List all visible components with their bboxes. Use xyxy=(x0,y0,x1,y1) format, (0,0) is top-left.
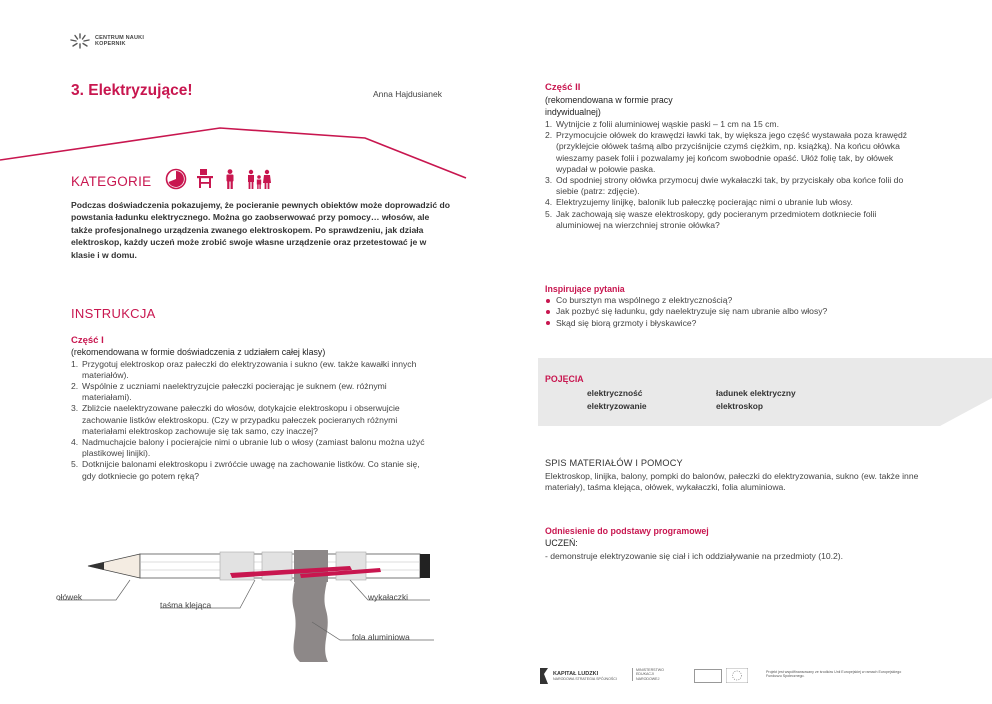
curriculum-label: UCZEŃ: xyxy=(545,538,578,548)
student-desk-icon xyxy=(197,169,213,194)
curriculum-text: - demonstruje elektryzowanie się ciał i ich oddziaływanie na przedmioty (10.2). xyxy=(545,551,844,561)
label-tape: taśma klejąca xyxy=(160,600,212,610)
eu-logo xyxy=(694,668,748,683)
author: Anna Hajdusianek xyxy=(373,89,442,99)
part-1-subtitle: (rekomendowana w formie doświadczenia z udziałem całej klasy) xyxy=(71,347,326,357)
pie-chart-icon xyxy=(165,168,187,195)
label-pencil: ołówek xyxy=(56,592,83,602)
footer-note: Projekt jest współfinansowany ze środków Unii Europejskiej w ramach Europejskiego Funduszu Społecznego. xyxy=(766,670,902,679)
curriculum-heading: Odniesienie do podstawy programowej xyxy=(545,526,709,536)
flag-icon xyxy=(694,669,722,683)
list-item: 1. Wytnijcie z folii aluminiowej wąskie paski – 1 cm na 15 cm. xyxy=(545,119,779,129)
footer xyxy=(538,664,958,690)
kapital-ludzki-sub: NARODOWA STRATEGIA SPÓJNOŚCI xyxy=(553,676,617,681)
list-item: 3. Od spodniej strony ołówka przymocuj dwie wykałaczki tak, by przyciskały oba końce folii do siebie (patrz: zdjęcie). xyxy=(545,175,904,197)
logo xyxy=(69,33,144,49)
concept-item: ładunek elektryczny xyxy=(716,388,796,398)
ministry-logo: MINISTERSTWO EDUKACJI NARODOWEJ xyxy=(632,668,664,681)
logo-line-2: KOPERNIK xyxy=(95,41,126,47)
part-2-subtitle: (rekomendowana w formie pracy indywidualnej) xyxy=(545,95,673,117)
list-item: 3. Zbliżcie naelektryzowane pałeczki do włosów, dotykajcie elektroskopu i obserwujcie zachowanie listków elektroskopu. (Czy w przypadku pałeczek pocieranych różnymi materiałami elektroskop zachowuje się tak samo, czy inaczej? xyxy=(71,403,400,436)
label-toothpicks: wykałaczki xyxy=(368,592,409,602)
label-foil: fola aluminiowa xyxy=(352,632,410,642)
concepts-col-1 xyxy=(587,387,647,413)
concept-item: elektroskop xyxy=(716,401,764,411)
materials-heading: SPIS MATERIAŁÓW I POMOCY xyxy=(545,458,683,468)
list-item: 2. Wspólnie z uczniami naelektryzujcie pałeczki pocierając je suknem (ew. różnymi materiałami). xyxy=(71,380,387,403)
concept-item: elektryczność xyxy=(587,388,643,398)
kapital-ludzki-logo xyxy=(538,666,617,686)
list-item: 4. Nadmuchajcie balony i pocierajcie nimi o ubranie lub o włosy (zamiast balonu można użyć plastikowej linijki). xyxy=(71,436,425,459)
copernicus-logo-icon xyxy=(69,33,91,49)
categories-label: KATEGORIE xyxy=(71,174,152,189)
materials-text: Elektroskop, linijka, balony, pompki do balonów, pałeczki do elektryzowania, sukno (ew. także inne materiały), taśma klejąca, ołówek, wykałaczki, folia aluminiowa. xyxy=(545,471,919,493)
questions-heading: Inspirujące pytania xyxy=(545,284,625,294)
part-2 xyxy=(545,82,935,231)
person-icon xyxy=(225,169,235,194)
questions xyxy=(545,284,935,329)
list-item: Skąd się biorą grzmoty i błyskawice? xyxy=(545,318,935,329)
logo-line-1: CENTRUM NAUKI xyxy=(95,35,145,41)
list-item: Co bursztyn ma wspólnego z elektrycznością? xyxy=(545,295,935,306)
intro-text: Podczas doświadczenia pokazujemy, że pocieranie pewnych obiektów może doprowadzić do powstania ładunku elektrycznego. Można go zaobserwować przy pomocy… włosów, ale także profesjonalnego urządzenia zwanego elektroskopem. Po sprawdzeniu, jak działa elektroskop, każdy uczeń może zrobić swoje własne urządzenie oraz przetestować je w klasie i w domu. xyxy=(71,200,451,260)
concept-item: elektryzowanie xyxy=(587,401,647,411)
part-2-steps xyxy=(545,119,917,231)
list-item: 4. Elektryzujemy linijkę, balonik lub pałeczkę pocierając nimi o ubranie lub włosy. xyxy=(545,197,853,208)
part-1-steps xyxy=(71,359,431,482)
categories-row xyxy=(71,168,271,195)
part-1-title: Część I xyxy=(71,335,104,346)
list-item: 1. Przygotuj elektroskop oraz pałeczki do elektryzowania i sukno (ew. także kawałki innych materiałów). xyxy=(71,358,417,380)
concepts-heading: POJĘCIA xyxy=(545,374,584,384)
list-item: Jak pozbyć się ładunku, gdy naelektryzuje się nam ubranie albo włosy? xyxy=(545,306,935,317)
electroscope-illustration xyxy=(50,540,450,665)
family-icon xyxy=(247,169,271,194)
instructions-heading: INSTRUKCJA xyxy=(71,306,156,321)
concepts-col-2 xyxy=(716,387,796,413)
part-1 xyxy=(71,335,456,482)
kapital-ludzki-text: KAPITAŁ LUDZKI xyxy=(553,670,599,677)
kapital-ludzki-icon xyxy=(538,666,550,686)
part-2-title: Część II xyxy=(545,82,581,93)
page-title: 3. Elektryzujące! xyxy=(71,82,193,99)
list-item: 2. Przymocujcie ołówek do krawędzi ławki tak, by większa jego część wystawała poza krawędź (przyklejcie ołówek taśmą albo przyciśnijcie czymś ciężkim, np. książką). Na końcu ołówka wieszamy pasek folii i pozwalamy jej końcom swobodnie opaść. Ułóż folię tak, by ołówek wypadał w połowie paska. xyxy=(545,130,908,174)
questions-list xyxy=(545,295,935,329)
list-item: 5. Jak zachowają się wasze elektroskopy, gdy pocieranym przedmiotem dotkniecie folii aluminiowej na wierzchniej stronie ołówka? xyxy=(545,208,877,230)
eu-flag-icon xyxy=(726,668,748,683)
list-item: 5. Dotknijcie balonami elektroskopu i zwróćcie uwagę na zachowanie listków. Co stanie się, gdy dotkniecie go potem ręką? xyxy=(71,459,420,481)
